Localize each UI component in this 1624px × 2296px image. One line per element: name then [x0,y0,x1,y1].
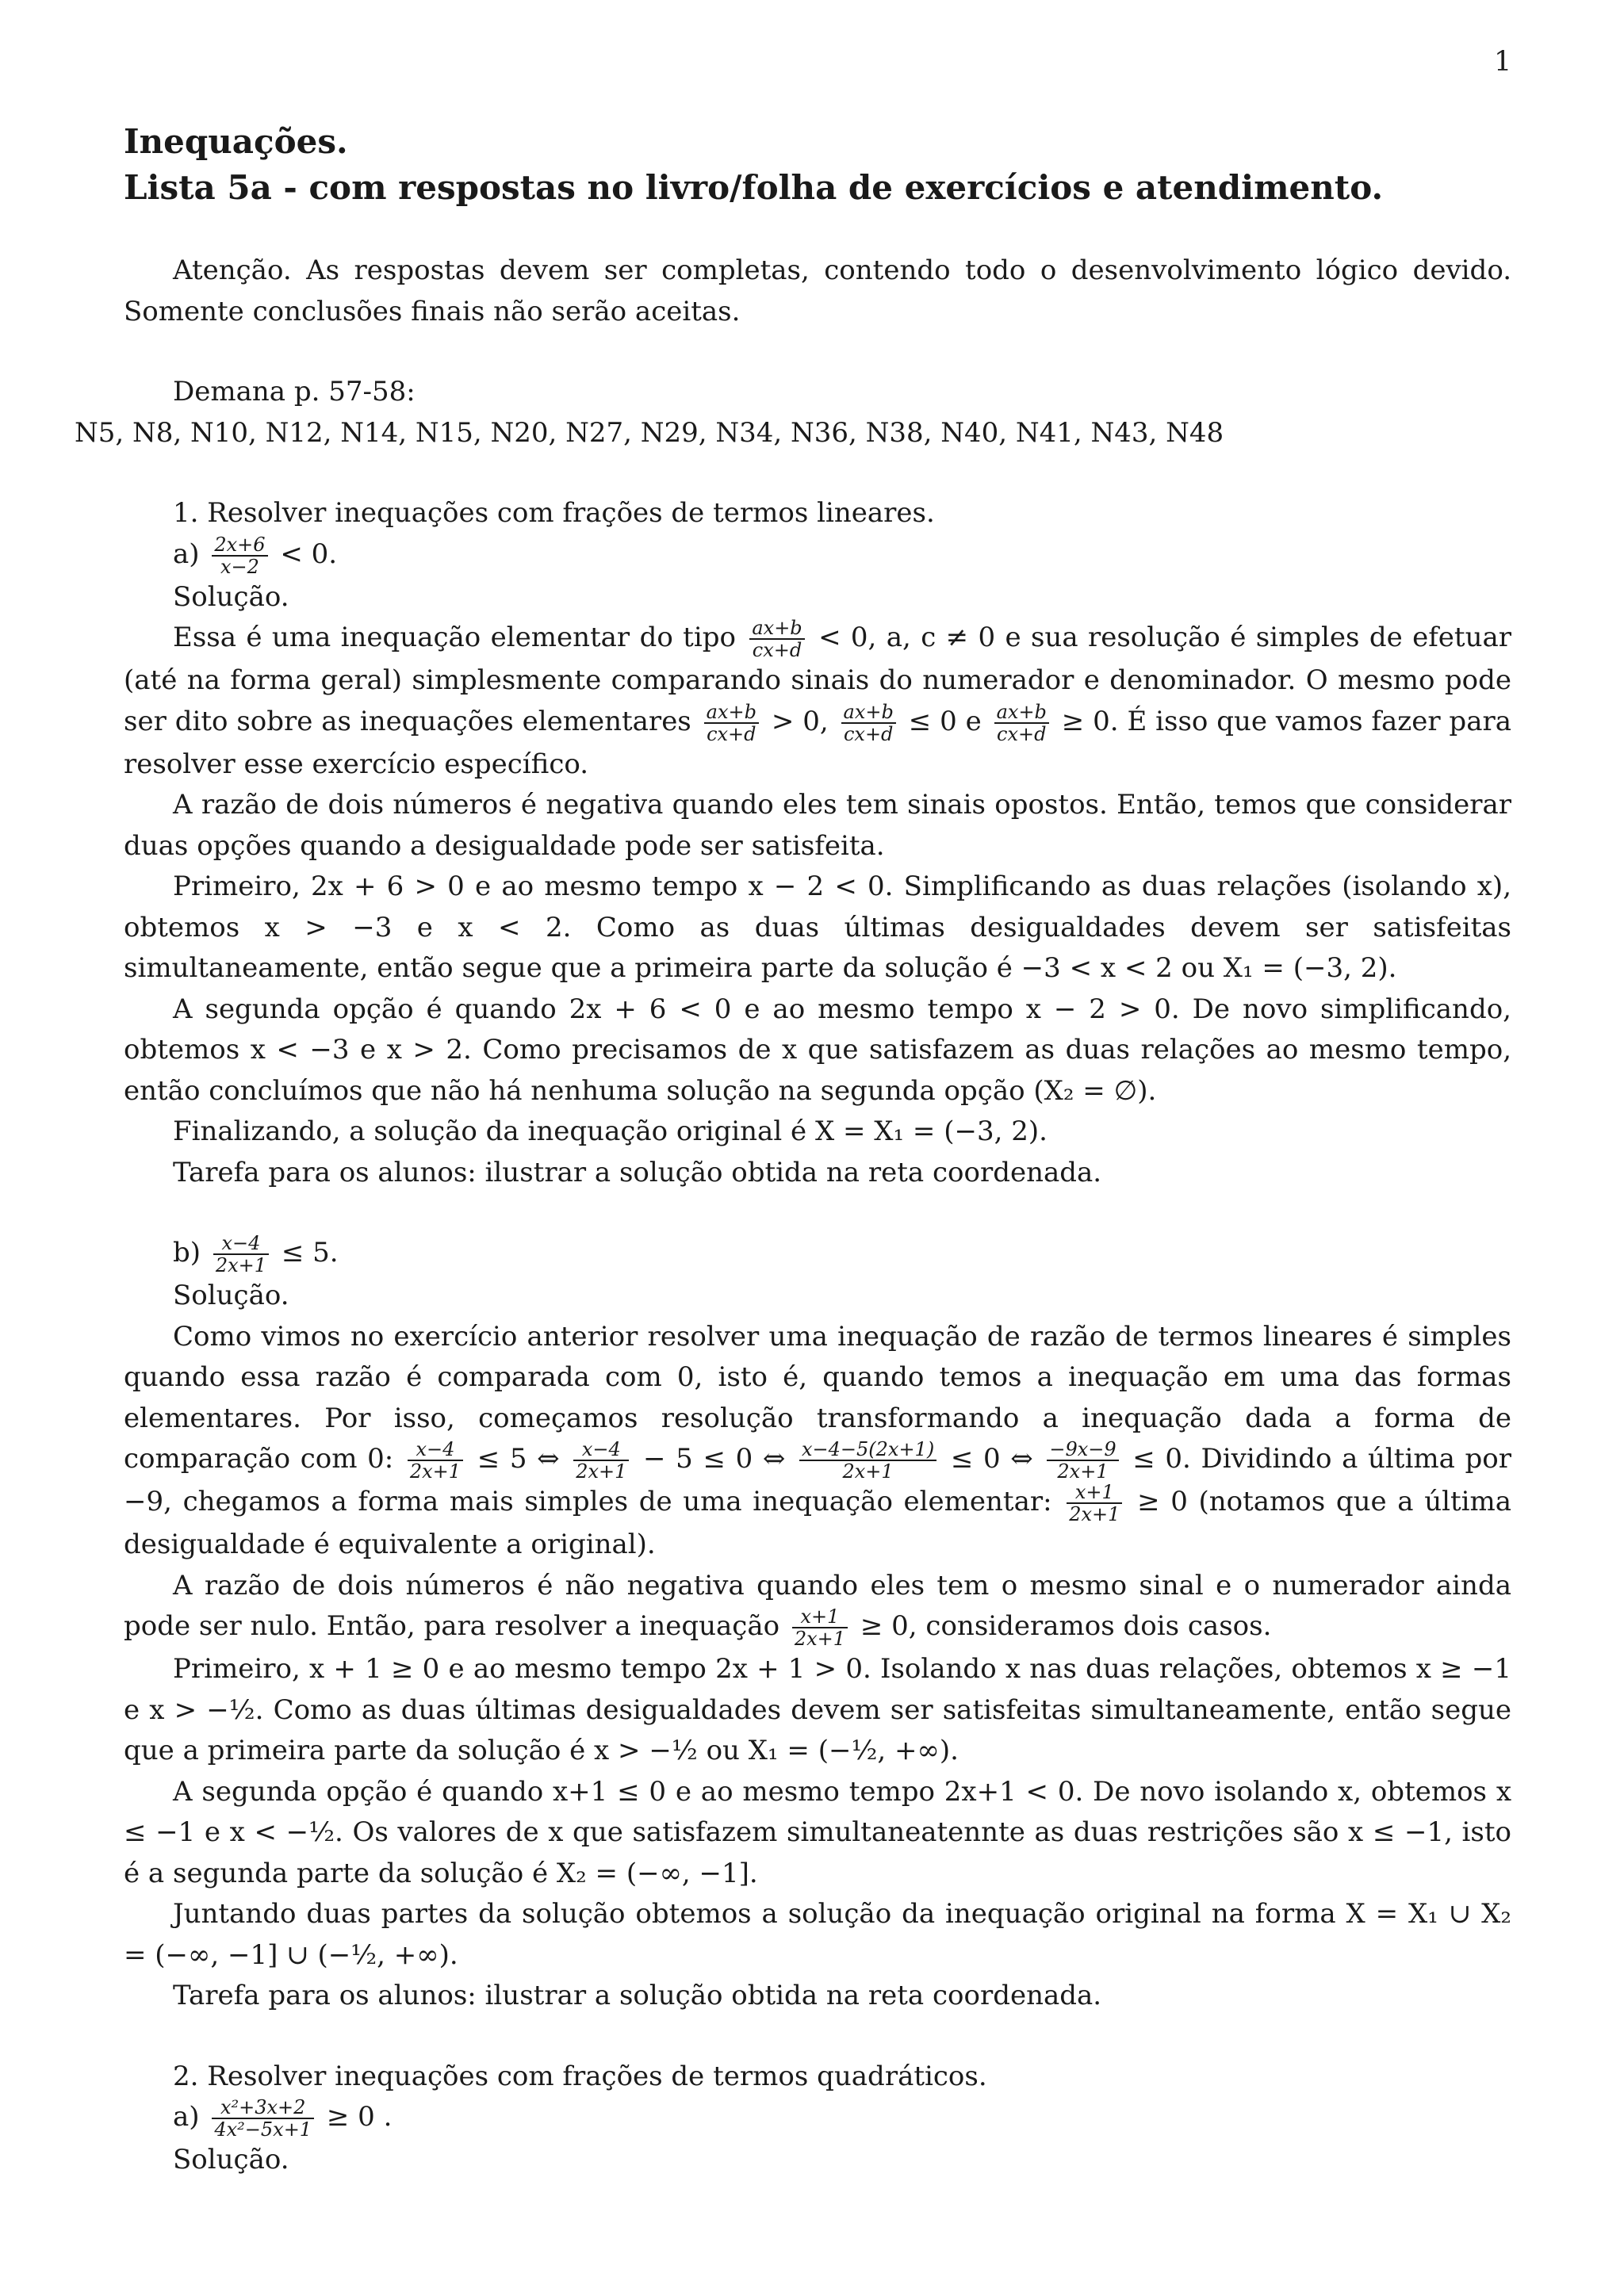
fraction-denominator: x−2 [220,555,259,578]
exercise-2a-statement [124,2097,1511,2140]
exercise-1b-label: b) [173,1237,201,1269]
exercise-1a-task: Tarefa para os alunos: ilustrar a solução obtida na reta coordenada. [173,1156,1102,1188]
exercise-1a-conclusion: Finalizando, a solução da inequação original é X = X₁ = (−3, 2). [173,1115,1048,1147]
exercise-1a-fraction [212,534,267,577]
exercise-1a-paragraph-3: Primeiro, 2x + 6 > 0 e ao mesmo tempo x − 2 < 0. Simplificando as duas relações (isolando x), obtemos x > −3 e x < 2. Como as duas últimas desigualdades devem ser satisfeitas simultaneamente, então segue que a primeira parte da solução é −3 < x < 2 ou X₁ = (−3, 2). [124,871,1511,984]
exercise-1a-paragraph-1: Essa é uma inequação elementar do tipo $\frac{ax+b}{cx+d}$ < 0, a, c ≠ 0 e sua resolução é simples de efetuar (até na forma geral) simplesmente comparando sinais do numerador e denominador. O mesmo pode ser dito sobre as inequações elementares $\frac{ax+b}{cx+d}$ > 0, $\frac{ax+b}{cx+d}$ ≤ 0 e $\frac{ax+b}{cx+d}$ ≥ 0. É isso que vamos fazer para resolver esse exercício específico. [124,617,1512,780]
exercise-1b-task: Tarefa para os alunos: ilustrar a solução obtida na reta coordenada. [173,1980,1102,2011]
section-1-heading: 1. Resolver inequações com frações de termos lineares. [173,497,935,529]
exercise-1b-relation: ≤ 5. [281,1237,339,1269]
fraction-numerator: x²+3x+2 [212,2097,314,2119]
exercise-list: N5, N8, N10, N12, N14, N15, N20, N27, N29, N34, N36, N38, N40, N41, N43, N48 [75,416,1224,449]
general-fraction: $\frac{ax+b}{cx+d}$ [994,702,1049,744]
general-fraction: $\frac{ax+b}{cx+d}$ [749,618,804,660]
reference-line: Demana p. 57-58: [173,376,416,408]
fraction-numerator: 2x+6 [212,534,267,557]
fraction: $\frac{x-4-5(2x+1)}{2x+1}$ [799,1439,936,1482]
exercise-1b-paragraph-2: A razão de dois números é não negativa quando eles tem o mesmo sinal e o numerador ainda pode ser nulo. Então, para resolver a inequação $\frac{x+1}{2x+1}$ ≥ 0, consideramos dois casos. [124,1569,1511,1650]
general-fraction: $\frac{ax+b}{cx+d}$ [704,702,759,744]
exercise-1a-paragraph-4: A segunda opção é quando 2x + 6 < 0 e ao mesmo tempo x − 2 > 0. De novo simplificando, obtemos x < −3 e x > 2. Como precisamos de x que satisfazem as duas relações ao mesmo tempo, então concluímos que não há nenhuma solução na segunda opção (X₂ = ∅). [124,993,1511,1107]
fraction-denominator: 4x²−5x+1 [214,2118,312,2141]
title-line-2: Lista 5a - com respostas no livro/folha de exercícios e atendimento. [124,168,1384,207]
page-number: 1 [1494,46,1512,78]
solution-label: Solução. [173,580,289,613]
fraction-numerator: x−4 [213,1233,269,1255]
fraction-denominator: 2x+1 [215,1254,267,1276]
solution-label: Solução. [173,1280,289,1311]
fraction: $\frac{x+1}{2x+1}$ [1067,1482,1122,1525]
exercise-1a-label: a) [173,538,200,570]
exercise-1b-fraction [213,1233,269,1276]
title-line-1: Inequações. [124,122,348,161]
fraction: $\frac{x+1}{2x+1}$ [792,1606,848,1649]
exercise-2a-relation: ≥ 0 . [326,2101,393,2133]
fraction: $\frac{-9x-9}{2x+1}$ [1047,1439,1118,1482]
exercise-1b-statement [124,1233,1511,1276]
section-2-heading: 2. Resolver inequações com frações de termos quadráticos. [173,2060,987,2092]
exercise-1a-paragraph-2: A razão de dois números é negativa quando eles tem sinais opostos. Então, temos que considerar duas opções quando a desigualdade pode ser satisfeita. [124,789,1511,862]
exercise-1a-statement [124,534,1511,577]
exercise-2a-fraction [212,2097,314,2140]
solution-label: Solução. [173,2144,289,2175]
fraction: $\frac{x-4}{2x+1}$ [408,1439,463,1482]
general-fraction: $\frac{ax+b}{cx+d}$ [841,702,896,744]
fraction: $\frac{x-4}{2x+1}$ [573,1439,629,1482]
exercise-1a-relation: < 0. [280,538,338,570]
document-body [75,119,1512,2181]
exercise-1b-paragraph-1: Como vimos no exercício anterior resolver uma inequação de razão de termos lineares é simples quando essa razão é comparada com 0, isto é, quando temos a inequação em uma das formas elementares. Por isso, começamos resolução transformando a inequação dada a forma de comparação com 0: $\frac{x-4}{2x+1}$ ≤ 5 ⇔ $\frac{x-4}{2x+1}$ − 5 ≤ 0 ⇔ $\frac{x-4-5(2x+1)}{2x+1}$ ≤ 0 ⇔ $\frac{-9x-9}{2x+1}$ ≤ 0. Dividindo a última por −9, chegamos a forma mais simples de uma inequação elementar: $\frac{x+1}{2x+1}$ ≥ 0 (notamos que a última desigualdade é equivalente a original). [124,1320,1512,1560]
exercise-2a-label: a) [173,2101,200,2133]
exercise-1b-conclusion: Juntando duas partes da solução obtemos a solução da inequação original na forma X = X₁ ∪ X₂ = (−∞, −1] ∪ (−½, +∞). [124,1898,1511,1971]
exercise-1b-paragraph-3: Primeiro, x + 1 ≥ 0 e ao mesmo tempo 2x + 1 > 0. Isolando x nas duas relações, obtemos x ≥ −1 e x > −½. Como as duas últimas desigualdades devem ser satisfeitas simultaneamente, então segue que a primeira parte da solução é x > −½ ou X₁ = (−½, +∞). [124,1653,1511,1766]
exercise-1b-paragraph-4: A segunda opção é quando x+1 ≤ 0 e ao mesmo tempo 2x+1 < 0. De novo isolando x, obtemos x ≤ −1 e x < −½. Os valores de x que satisfazem simultaneatennte as duas restrições são x ≤ −1, isto é a segunda parte da solução é X₂ = (−∞, −1]. [124,1775,1511,1889]
warning-paragraph: Atenção. As respostas devem ser completas, contendo todo o desenvolvimento lógico devido. Somente conclusões finais não serão aceitas. [124,254,1511,327]
